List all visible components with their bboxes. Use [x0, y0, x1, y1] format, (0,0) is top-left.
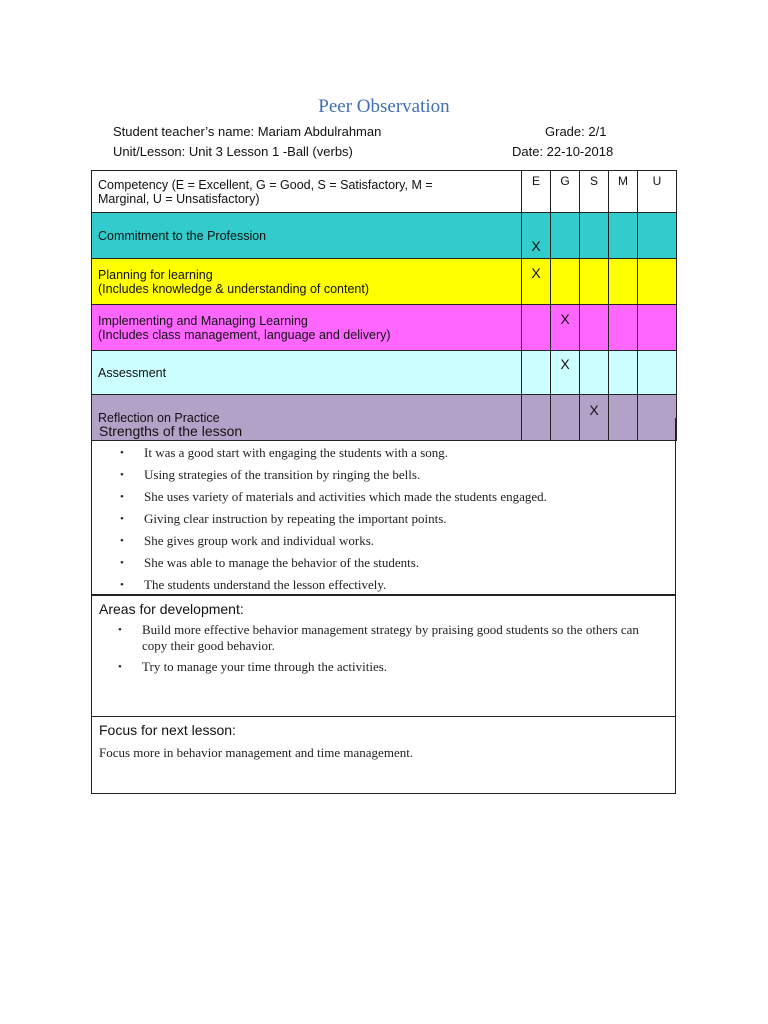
x-mark: X	[560, 311, 570, 327]
row-label-line1: Implementing and Managing Learning	[98, 313, 308, 328]
x-mark: X	[560, 356, 570, 372]
mark-assessment-g	[551, 351, 580, 395]
areas-for-development-section	[91, 595, 676, 717]
mark-planning-g	[551, 259, 580, 305]
mark-planning-e	[522, 259, 551, 305]
mark-implementing-s	[580, 305, 609, 351]
list-item-text: Build more effective behavior management strategy by praising good students so the others can copy their good behavior.	[142, 622, 639, 653]
competency-legend-line1: Competency (E = Excellent, G = Good, S = Satisfactory, M =	[98, 177, 433, 192]
bullet-icon: •	[120, 535, 124, 547]
list-item-text: Try to manage your time through the activities.	[142, 659, 388, 674]
focus-heading: Focus for next lesson:	[99, 722, 236, 738]
bullet-icon: •	[120, 513, 124, 525]
list-item-text: She was able to manage the behavior of the students.	[144, 555, 420, 570]
mark-commitment-u	[638, 213, 677, 259]
mark-implementing-e	[522, 305, 551, 351]
unit-lesson-label: Unit/Lesson: Unit 3 Lesson 1 -Ball (verbs)	[113, 144, 353, 159]
list-item-text: She uses variety of materials and activities which made the students engaged.	[144, 489, 547, 504]
grade-label: Grade: 2/1	[545, 124, 607, 139]
focus-next-lesson-section	[91, 716, 676, 794]
rubric-row-commitment	[92, 213, 677, 259]
x-mark: X	[589, 402, 599, 418]
row-label-line1: Reflection on Practice	[98, 410, 220, 425]
row-label-implementing	[92, 305, 522, 351]
mark-planning-m	[609, 259, 638, 305]
competency-legend-line2: Marginal, U = Unsatisfactory)	[98, 191, 260, 206]
column-header-e: E	[522, 171, 551, 213]
focus-text: Focus more in behavior management and time management.	[99, 745, 414, 760]
mark-implementing-u	[638, 305, 677, 351]
bullet-icon: •	[118, 624, 122, 636]
rubric-header-row	[92, 171, 677, 213]
list-item-text: The students understand the lesson effectively.	[144, 577, 387, 592]
column-header-s: S	[580, 171, 609, 213]
document-title: Peer Observation	[318, 96, 450, 117]
strengths-list	[120, 445, 660, 599]
list-item	[118, 659, 663, 675]
rubric-row-implementing	[92, 305, 677, 351]
row-label-line1: Planning for learning	[98, 267, 213, 282]
mark-assessment-s	[580, 351, 609, 395]
row-label-commitment	[92, 213, 522, 259]
student-name-label: Student teacher’s name: Mariam Abdulrahman	[113, 124, 382, 139]
row-label-line1: Commitment to the Profession	[98, 228, 267, 243]
mark-commitment-e	[522, 213, 551, 259]
mark-implementing-g	[551, 305, 580, 351]
column-header-u: U	[638, 171, 677, 213]
list-item-text: She gives group work and individual works.	[144, 533, 375, 548]
list-item	[118, 622, 663, 654]
mark-commitment-s	[580, 213, 609, 259]
areas-heading: Areas for development:	[99, 601, 244, 617]
competency-header-cell	[92, 171, 522, 213]
strengths-section	[91, 418, 676, 595]
date-label: Date: 22-10-2018	[512, 144, 614, 159]
list-item	[120, 511, 660, 533]
list-item-text: It was a good start with engaging the students with a song.	[144, 445, 449, 460]
mark-assessment-e	[522, 351, 551, 395]
list-item	[120, 489, 660, 511]
list-item	[120, 533, 660, 555]
row-label-line1: Assessment	[98, 365, 167, 380]
list-item	[120, 555, 660, 577]
rubric-row-planning	[92, 259, 677, 305]
bullet-icon: •	[120, 491, 124, 503]
mark-planning-s	[580, 259, 609, 305]
x-mark: X	[531, 265, 541, 281]
mark-commitment-g	[551, 213, 580, 259]
row-label-line2: (Includes class management, language and delivery)	[98, 327, 391, 342]
bullet-icon: •	[118, 661, 122, 673]
mark-assessment-m	[609, 351, 638, 395]
strengths-heading: Strengths of the lesson	[99, 423, 243, 439]
row-label-planning	[92, 259, 522, 305]
mark-assessment-u	[638, 351, 677, 395]
list-item-text: Using strategies of the transition by ringing the bells.	[144, 467, 421, 482]
column-header-m: M	[609, 171, 638, 213]
bullet-icon: •	[120, 579, 124, 591]
list-item	[120, 445, 660, 467]
mark-commitment-m	[609, 213, 638, 259]
areas-list	[118, 622, 663, 680]
bullet-icon: •	[120, 469, 124, 481]
list-item	[120, 467, 660, 489]
bullet-icon: •	[120, 447, 124, 459]
mark-implementing-m	[609, 305, 638, 351]
column-header-g: G	[551, 171, 580, 213]
row-label-line2: (Includes knowledge & understanding of content)	[98, 281, 370, 296]
list-item-text: Giving clear instruction by repeating the important points.	[144, 511, 447, 526]
bullet-icon: •	[120, 557, 124, 569]
rubric-row-assessment	[92, 351, 677, 395]
mark-planning-u	[638, 259, 677, 305]
competency-rubric-table	[91, 170, 677, 441]
row-label-assessment	[92, 351, 522, 395]
x-mark: X	[531, 237, 541, 254]
